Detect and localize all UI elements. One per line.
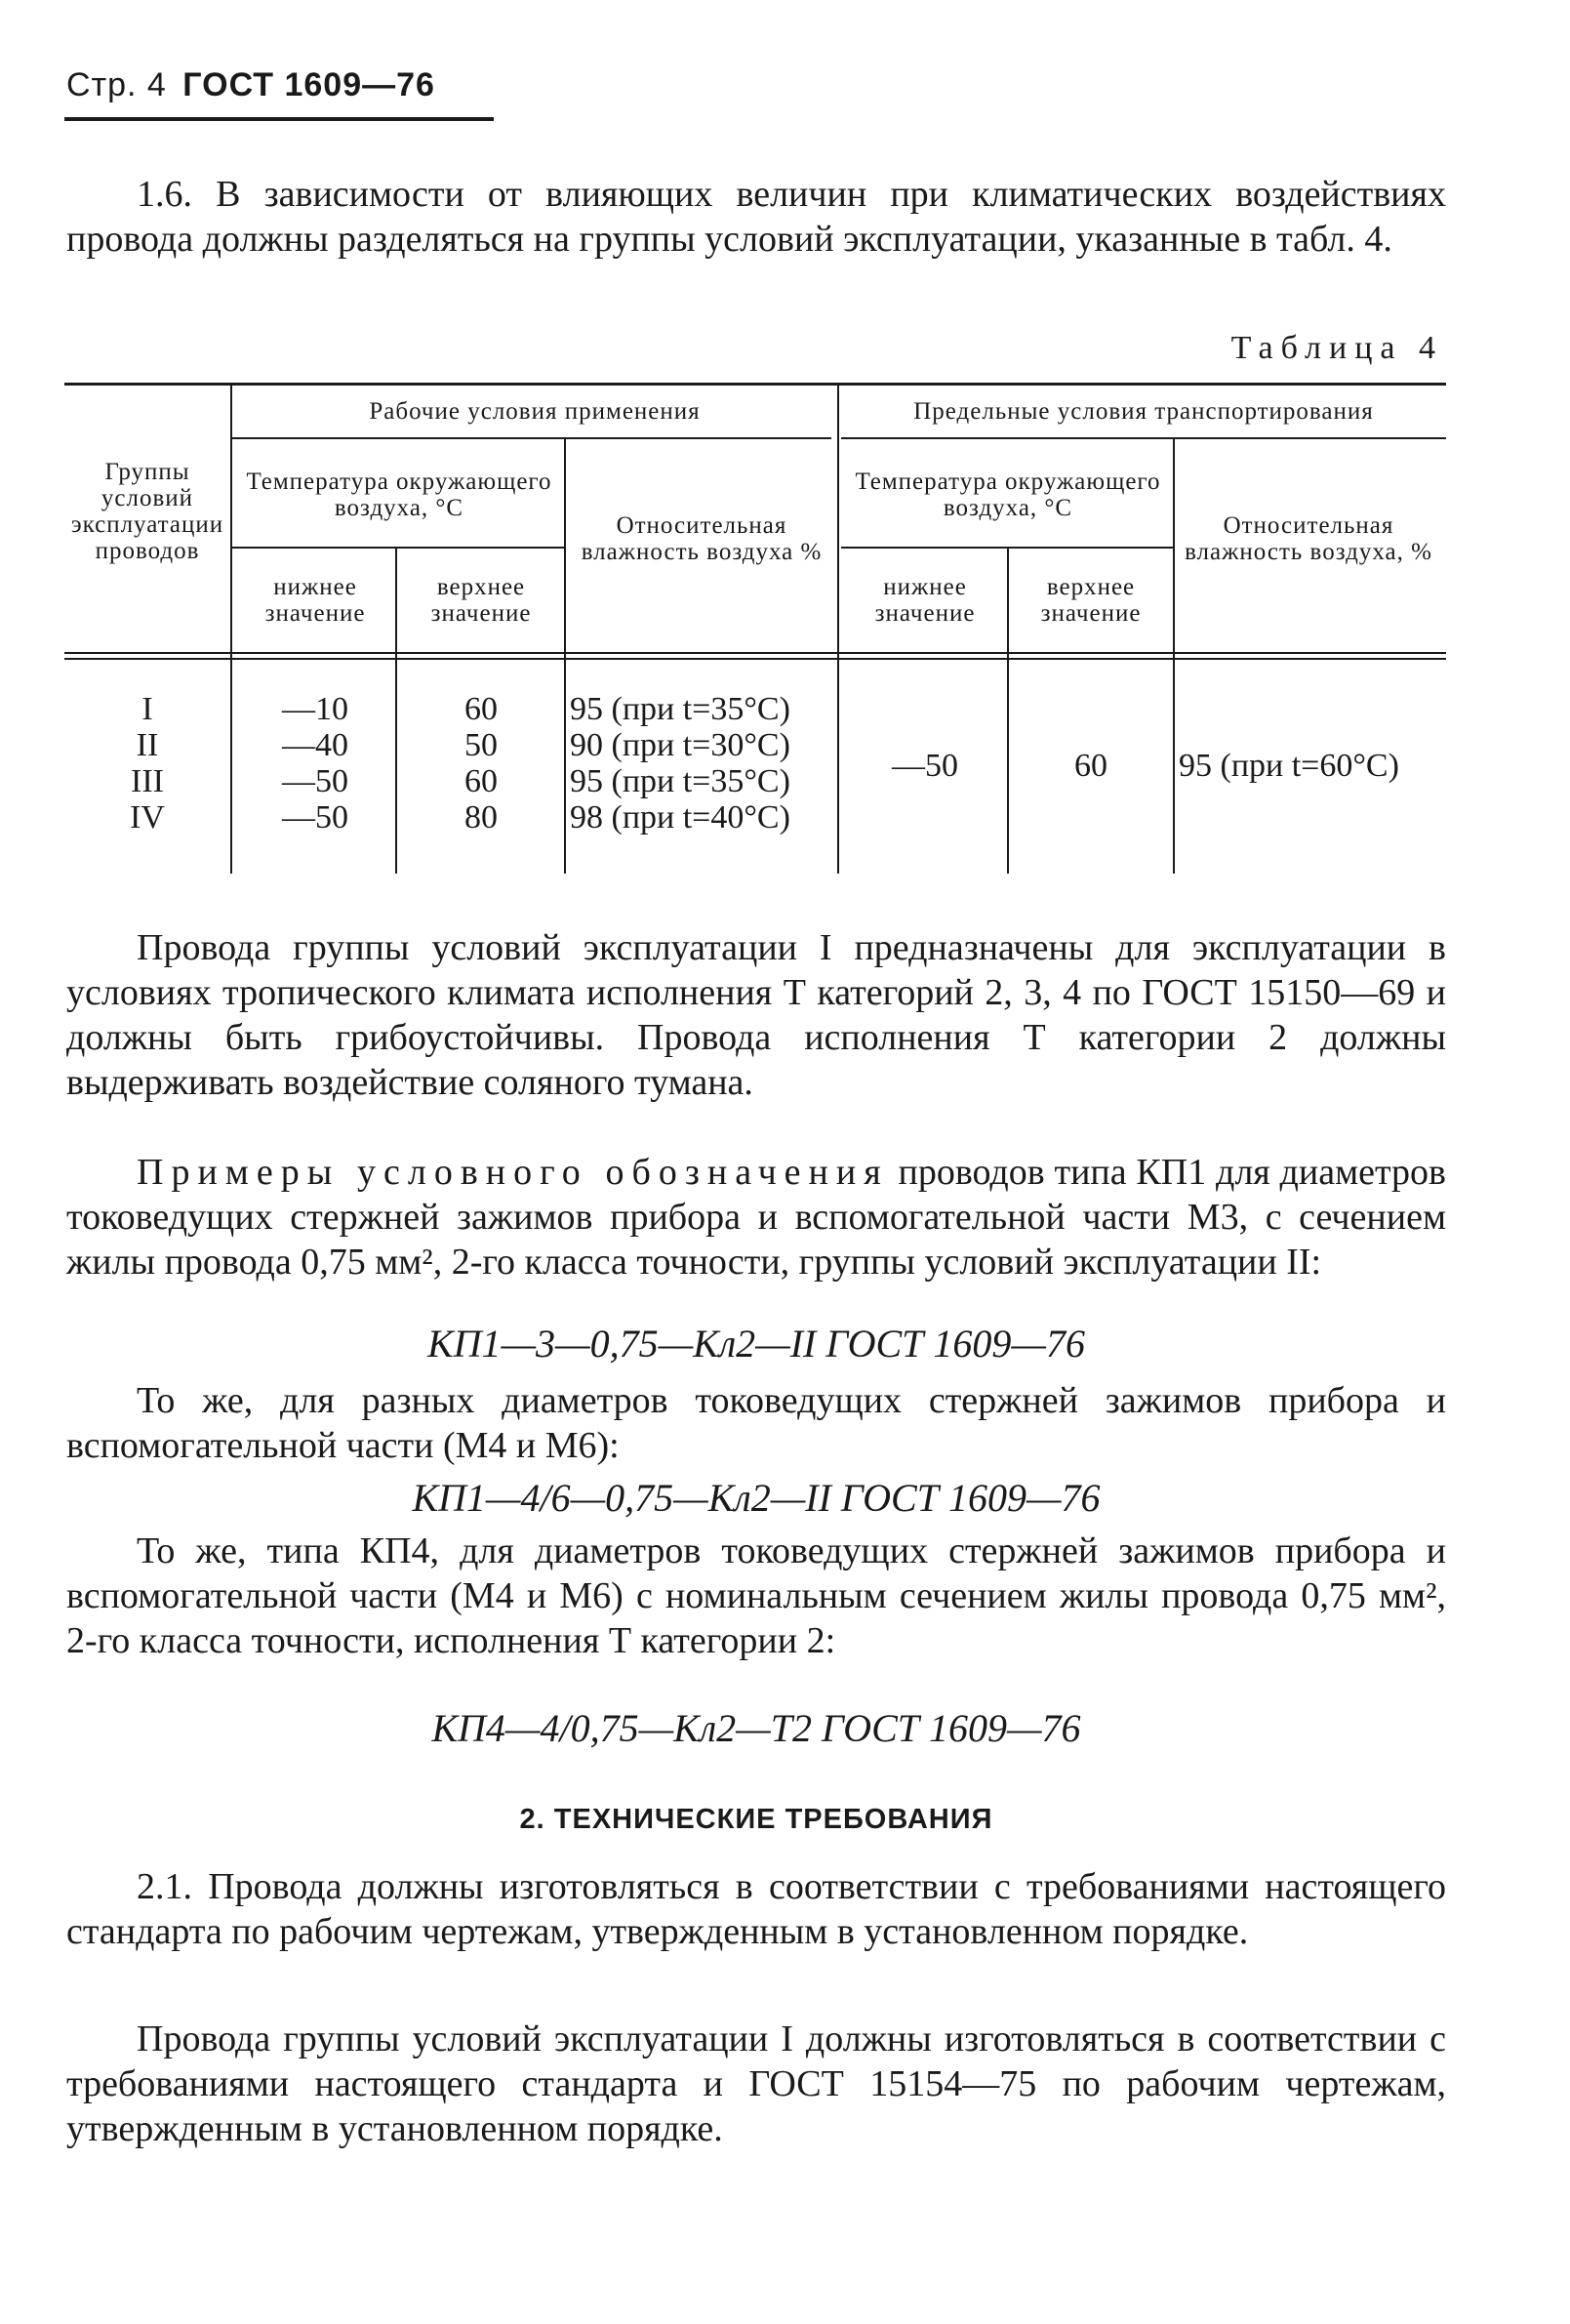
table-cell-upper: 80 bbox=[464, 799, 498, 836]
head-humidity-transport: Относительная влажность воздуха, % bbox=[1185, 512, 1432, 565]
table-cell-humidity: 98 (при t=40°С) bbox=[570, 799, 790, 836]
examples-rest: проводов типа КП1 для диаметров токоведущих стержней зажимов прибора и вспомогательной части М3, с сечением жилы провода 0,75 мм², 2-го класса точности, группы условий эксплуатации II: bbox=[66, 1152, 1447, 1283]
table-cell-lower: —50 bbox=[282, 763, 348, 799]
table-head-rule-1 bbox=[64, 652, 1446, 654]
table-vline-3 bbox=[564, 437, 566, 874]
table-cell-group: I bbox=[141, 691, 153, 727]
table-cell-upper: 50 bbox=[464, 727, 498, 763]
table-cell-group: IV bbox=[130, 799, 165, 836]
column-upper-work bbox=[400, 691, 562, 836]
examples-lead: Примеры условного обозначения bbox=[137, 1152, 889, 1193]
paragraph-1-6: 1.6. В зависимости от влияющих величин при климатических воздействиях провода должны разделяться на группы условий эксплуатации, указанные в табл. 4. bbox=[66, 174, 1446, 260]
table-vline-4 bbox=[837, 386, 839, 874]
designation-example-1: КП1—3—0,75—Кл2—II ГОСТ 1609—76 bbox=[427, 1322, 1085, 1366]
section-2-title: 2. ТЕХНИЧЕСКИЕ ТРЕБОВАНИЯ bbox=[519, 1804, 993, 1835]
head-work-conditions: Рабочие условия применения bbox=[369, 398, 701, 425]
paragraph-group-1: Провода группы условий эксплуатации I предназначены для эксплуатации в условиях тропического климата исполнения Т категорий 2, 3, 4 по ГОСТ 15150—69 и должны быть грибоустойчивы. Провода исполнения Т категории 2 должны выдерживать воздействие соляного тумана. bbox=[66, 927, 1446, 1103]
table-vline-6 bbox=[1173, 437, 1175, 874]
head-temp-work: Температура окружающего воздуха, °С bbox=[246, 469, 552, 521]
table-cell-transport-lower: —50 bbox=[892, 748, 958, 784]
head-upper-work: верхнее значение bbox=[430, 574, 532, 627]
table-cell-lower: —40 bbox=[282, 727, 348, 763]
table-rule-work bbox=[232, 437, 831, 439]
paragraph-same-diameters: То же, для разных диаметров токоведущих стержней зажимов прибора и вспомогательной части (М4 и М6): bbox=[66, 1380, 1446, 1466]
table-cell-upper: 60 bbox=[464, 691, 498, 727]
column-groups bbox=[68, 691, 226, 836]
page-label: Стр. 4 bbox=[66, 66, 167, 103]
designation-example-2: КП1—4/6—0,75—Кл2—II ГОСТ 1609—76 bbox=[412, 1476, 1101, 1520]
column-humidity-work bbox=[570, 691, 835, 836]
head-upper-transport: верхнее значение bbox=[1040, 574, 1142, 627]
table-head-rule-2 bbox=[64, 658, 1446, 660]
running-header bbox=[66, 66, 435, 104]
head-groups: Группы условий эксплуатации проводов bbox=[70, 459, 224, 564]
paragraph-same-kp4: То же, типа КП4, для диаметров токоведущих стержней зажимов прибора и вспомогательной части (М4 и М6) с номинальным сечением жилы провода 0,75 мм², 2-го класса точности, исполнения Т категории 2: bbox=[66, 1530, 1446, 1661]
table-rule-temp-work bbox=[232, 547, 564, 549]
table-cell-group: II bbox=[136, 727, 159, 763]
table-rule-temp-transport bbox=[841, 547, 1173, 549]
table-top-rule bbox=[64, 383, 1446, 386]
column-lower-work bbox=[238, 691, 392, 836]
table-cell-lower: —10 bbox=[282, 691, 348, 727]
paragraph-examples bbox=[66, 1150, 1446, 1284]
head-transport-conditions: Предельные условия транспортирования bbox=[913, 398, 1374, 425]
head-temp-transport: Температура окружающего воздуха, °С bbox=[855, 469, 1161, 521]
table-cell-transport-upper: 60 bbox=[1074, 748, 1107, 784]
paragraph-group-1-manufacture: Провода группы условий эксплуатации I должны изготовляться в соответствии с требованиями настоящего стандарта и ГОСТ 15154—75 по рабочим чертежам, утвержденным в установленном порядке. bbox=[66, 2018, 1446, 2149]
table-vline-1 bbox=[230, 386, 232, 874]
table-cell-upper: 60 bbox=[464, 763, 498, 799]
header-rule bbox=[64, 117, 494, 121]
table-vline-5 bbox=[1007, 547, 1009, 874]
table-cell-group: III bbox=[131, 763, 164, 799]
table-caption: Таблица 4 bbox=[1230, 330, 1443, 366]
head-lower-work: нижнее значение bbox=[264, 574, 366, 627]
table-cell-lower: —50 bbox=[282, 799, 348, 836]
table-cell-transport-humidity: 95 (при t=60°С) bbox=[1179, 748, 1399, 784]
head-lower-transport: нижнее значение bbox=[874, 574, 976, 627]
table-cell-humidity: 90 (при t=30°С) bbox=[570, 727, 790, 763]
table-cell-humidity: 95 (при t=35°С) bbox=[570, 763, 790, 799]
head-humidity-work: Относительная влажность воздуха % bbox=[581, 512, 823, 565]
table-rule-transport bbox=[841, 437, 1446, 439]
designation-example-3: КП4—4/0,75—Кл2—Т2 ГОСТ 1609—76 bbox=[431, 1706, 1081, 1750]
table-vline-2 bbox=[395, 547, 397, 874]
table-cell-humidity: 95 (при t=35°С) bbox=[570, 691, 790, 727]
standard-number: ГОСТ 1609—76 bbox=[182, 66, 435, 103]
paragraph-2-1: 2.1. Провода должны изготовляться в соответствии с требованиями настоящего стандарта по рабочим чертежам, утвержденным в установленном порядке. bbox=[66, 1866, 1446, 1952]
